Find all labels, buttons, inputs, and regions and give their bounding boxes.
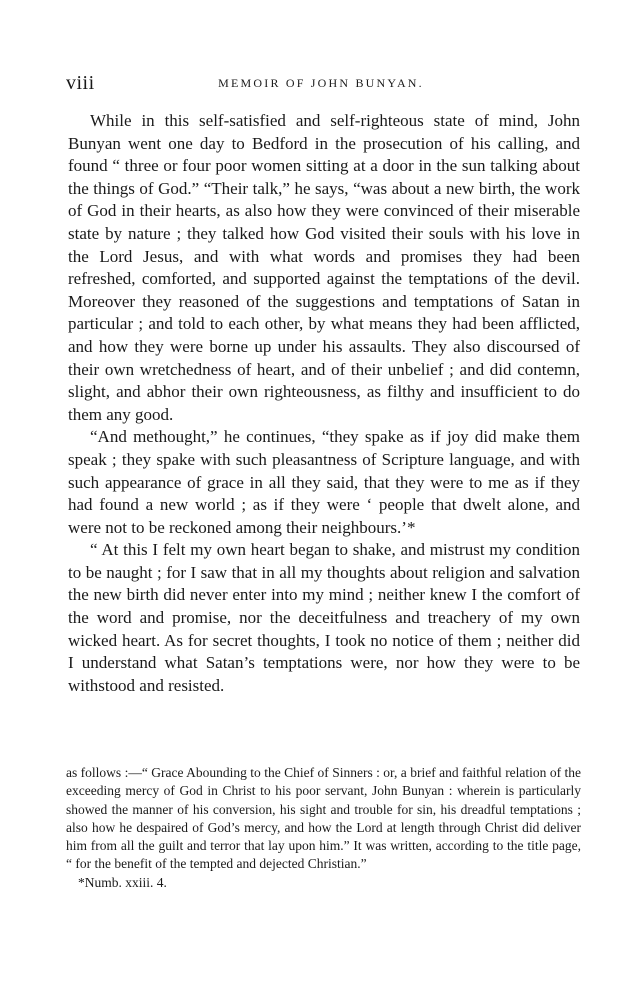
footnote-reference: *Numb. xxiii. 4. — [78, 874, 167, 890]
page-header — [66, 72, 576, 94]
paragraph: “And methought,” he continues, “they spake as if joy did make them speak ; they spake with such pleasantness of Scripture language, and with such appearance of grace in all they said, that they were to me as if they had found a new world ; as if they were ‘ people that dwelt alone, and were not to be reckoned among their neighbours.’* — [68, 427, 580, 537]
footnote-continuation: as follows :—“ Grace Abounding to the Chief of Sinners : or, a brief and faithful relation of the exceeding mercy of God in Christ to his poor servant, John Bunyan : wherein is particularly showed the manner of his conversion, his sight and trouble for sin, his dreadful temptations ; also how he despaired of God’s mercy, and how the Lord at length through Christ did deliver him from all the guilt and terror that lay upon him.” It was written, according to the title page, “ for the benefit of the tempted and dejected Christian.” — [66, 765, 581, 872]
paragraph: While in this self-satisfied and self-righteous state of mind, John Bunyan went one day to Bedford in the prosecution of his calling, and found “ three or four poor women sitting at a door in the sun talking about the things of God.” “Their talk,” he says, “was about a new birth, the work of God in their hearts, as also how they were convinced of their miserable state by nature ; they talked how God visited their souls with his love in the Lord Jesus, and with what words and promises they had been refreshed, comforted, and supported against the temptations of the devil. Moreover they reasoned of the suggestions and temptations of Satan in particular ; and told to each other, by what means they had been afflicted, and how they were borne up under his assaults. They also discoursed of their own wretchedness of heart, and of their unbelief ; and did contemn, slight, and abhor their own righteousness, as filthy and insufficient to do them any good. — [68, 111, 580, 424]
paragraph: “ At this I felt my own heart began to shake, and mistrust my condition to be naught ; for I saw that in all my thoughts about religion and salvation the new birth did never enter into my mind ; neither knew I the comfort of the word and promise, nor the deceitfulness and treachery of my own wicked heart. As for secret thoughts, I took no notice of them ; neither did I understand what Satan’s temptations were, nor how they were to be withstood and resisted. — [68, 540, 580, 695]
running-head: MEMOIR OF JOHN BUNYAN. — [218, 76, 424, 90]
page-number: viii — [66, 72, 95, 94]
footnotes — [66, 764, 581, 892]
main-text — [68, 110, 580, 697]
